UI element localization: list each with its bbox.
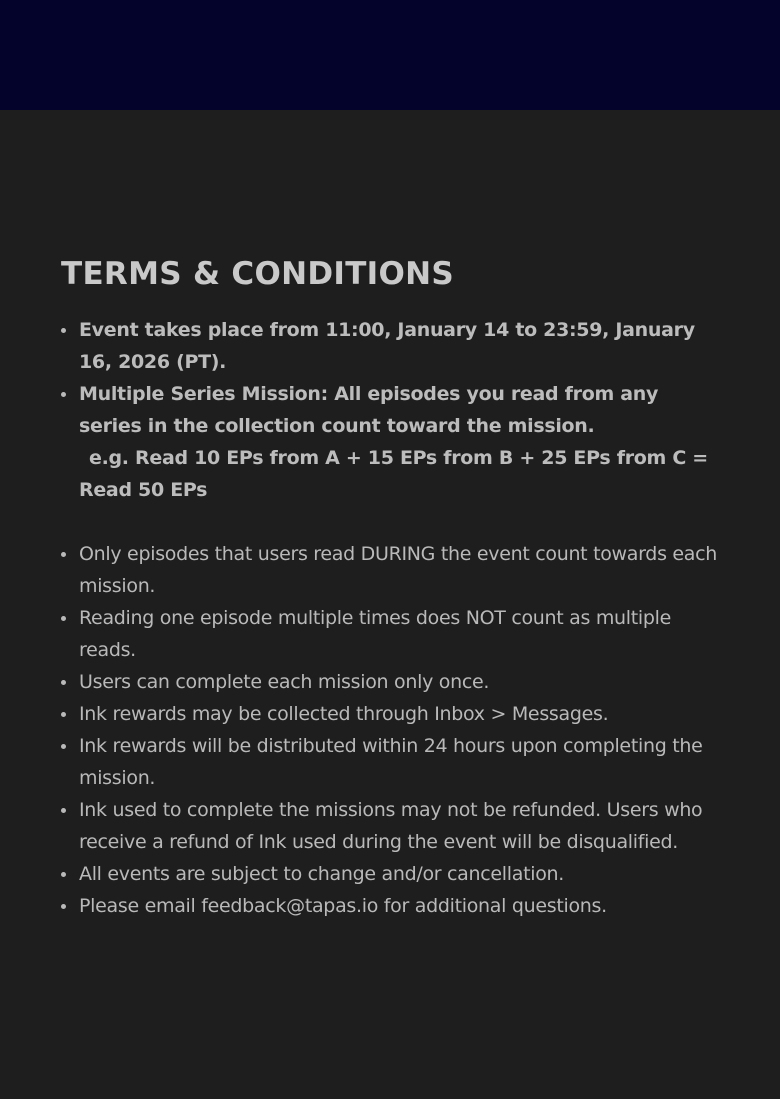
list-spacer [61, 506, 721, 538]
terms-item: Please email feedback@tapas.io for additional questions. [61, 890, 721, 922]
terms-item: Ink rewards may be collected through Inbox > Messages. [61, 698, 721, 730]
multiple-series-text: Multiple Series Mission: All episodes you read from any series in the collection count toward the mission. [79, 383, 659, 437]
terms-item: Ink rewards will be distributed within 24 hours upon completing the mission. [61, 730, 721, 794]
terms-section [61, 252, 721, 922]
terms-list [61, 538, 721, 922]
terms-item: All events are subject to change and/or cancellation. [61, 858, 721, 890]
terms-item: Ink used to complete the missions may not be refunded. Users who receive a refund of Ink used during the event will be disqualified. [61, 794, 721, 858]
top-banner [0, 0, 780, 110]
event-period-item: Event takes place from 11:00, January 14 to 23:59, January 16, 2026 (PT). [61, 314, 721, 378]
terms-item: Only episodes that users read DURING the event count towards each mission. [61, 538, 721, 602]
terms-highlight-list [61, 314, 721, 506]
multiple-series-item [61, 378, 721, 506]
example-line-2: Read 50 EPs [79, 479, 208, 501]
terms-item: Reading one episode multiple times does NOT count as multiple reads. [61, 602, 721, 666]
terms-title: TERMS & CONDITIONS [61, 256, 455, 292]
example-line-1: e.g. Read 10 EPs from A + 15 EPs from B + 25 EPs from C = [89, 447, 708, 469]
terms-item: Users can complete each mission only once. [61, 666, 721, 698]
